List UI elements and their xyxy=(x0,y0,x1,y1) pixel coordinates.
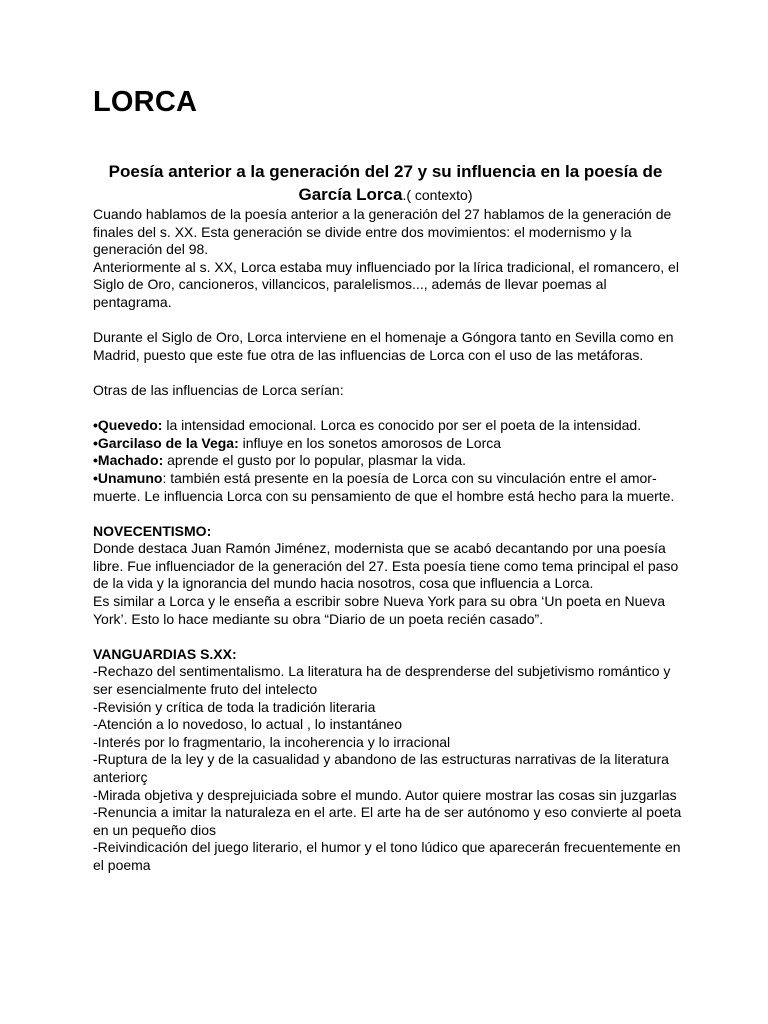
vanguardias-item: -Ruptura de la ley y de la casualidad y abandono de las estructuras narrativas de la literatura anteriorç xyxy=(93,751,669,785)
influence-item-unamuno xyxy=(93,470,683,505)
intro-paragraph-1: Cuando hablamos de la poesía anterior a la generación del 27 hablamos de la generación de finales del s. XX. Esta generación se divide entre dos movimientos: el modernismo y la generación del 98. xyxy=(93,206,672,258)
influence-name: •Unamuno xyxy=(93,469,163,486)
vanguardias-heading: VANGUARDIAS S.XX: xyxy=(93,645,237,662)
document-title: LORCA xyxy=(93,86,198,118)
novecentismo-paragraph-1: Donde destaca Juan Ramón Jiménez, modernista que se acabó decantando por una poesía libre. Fue influenciador de la generación del 27. Esta poesía tiene como tema principal el paso de la vida y la ignorancia del mundo hacia nosotros, cosa que influencia a Lorca. xyxy=(93,540,679,592)
vanguardias-item: -Interés por lo fragmentario, la incoherencia y lo irracional xyxy=(93,733,451,750)
influence-item-machado xyxy=(93,452,683,470)
influence-text: la intensidad emocional. Lorca es conocido por ser el poeta de la intensidad. xyxy=(162,417,642,434)
novecentismo-heading: NOVECENTISMO: xyxy=(93,522,212,539)
intro-paragraph-2: Anteriormente al s. XX, Lorca estaba muy influenciado por la lírica tradicional, el romancero, el Siglo de Oro, cancioneros, villancicos, paralelismos..., además de llevar poemas al pentagrama. xyxy=(93,258,679,310)
subtitle-context: .( contexto) xyxy=(402,187,473,203)
influence-name: •Garcilaso de la Vega: xyxy=(93,434,239,451)
document-body xyxy=(93,206,683,875)
influence-name: •Machado: xyxy=(93,452,164,469)
influence-item-quevedo xyxy=(93,417,683,435)
otras-influencias-intro: Otras de las influencias de Lorca serían: xyxy=(93,381,344,398)
vanguardias-item: -Revisión y crítica de toda la tradición literaria xyxy=(93,698,376,715)
influence-name: •Quevedo: xyxy=(93,417,163,434)
subtitle-main: Poesía anterior a la generación del 27 y su influencia en la poesía de García Lorca xyxy=(108,162,663,204)
siglo-oro-paragraph: Durante el Siglo de Oro, Lorca interviene en el homenaje a Góngora tanto en Sevilla como en Madrid, puesto que este fue otra de las influencias de Lorca con el uso de las metáforas. xyxy=(93,329,674,363)
influence-text: : también está presente en la poesía de Lorca con su vinculación entre el amor-muerte. Le influencia Lorca con su pensamiento de que el hombre está hecho para la muerte. xyxy=(93,469,675,504)
vanguardias-item: -Reivindicación del juego literario, el humor y el tono lúdico que aparecerán frecuentemente en el poema xyxy=(93,839,681,873)
influence-text: influye en los sonetos amorosos de Lorca xyxy=(238,434,502,451)
vanguardias-item: -Rechazo del sentimentalismo. La literatura ha de desprenderse del subjetivismo romántico y ser esencialmente fruto del intelecto xyxy=(93,663,671,698)
section-subtitle xyxy=(93,160,678,207)
novecentismo-paragraph-2: Es similar a Lorca y le enseña a escribir sobre Nueva York para su obra ‘Un poeta en Nueva York’. Esto lo hace mediante su obra “Diario de un poeta recién casado”. xyxy=(93,593,665,627)
vanguardias-item: -Atención a lo novedoso, lo actual , lo instantáneo xyxy=(93,716,402,733)
influence-text: aprende el gusto por lo popular, plasmar la vida. xyxy=(163,452,466,469)
vanguardias-item: -Renuncia a imitar la naturaleza en el arte. El arte ha de ser autónomo y eso convierte al poeta en un pequeño dios xyxy=(93,804,682,838)
vanguardias-item: -Mirada objetiva y desprejuiciada sobre el mundo. Autor quiere mostrar las cosas sin juzgarlas xyxy=(93,786,677,803)
influence-item-garcilaso xyxy=(93,435,683,453)
